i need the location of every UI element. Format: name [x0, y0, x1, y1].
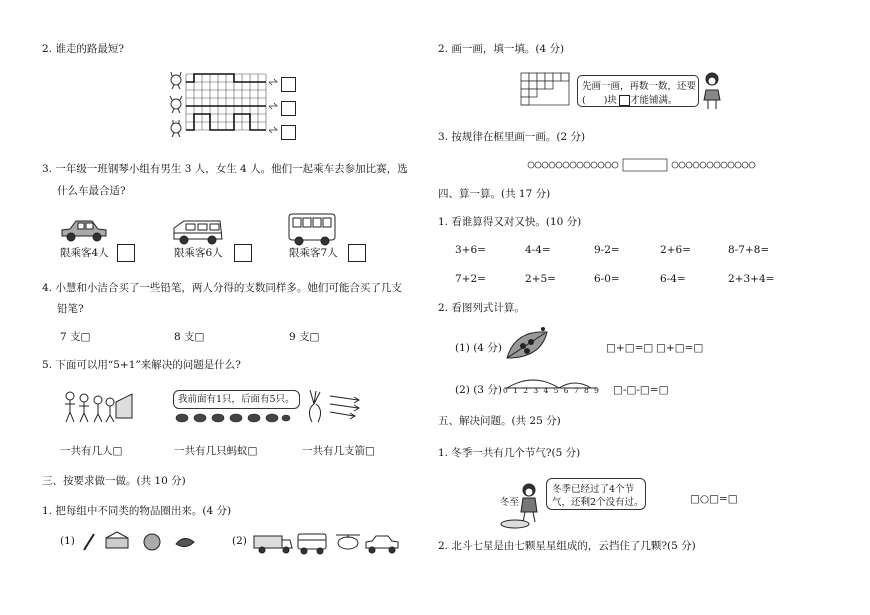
ants-row-illustration	[172, 410, 290, 430]
tick-6: 6	[563, 386, 569, 395]
tick-5: 5	[553, 386, 559, 395]
r-q2-title: 2. 画一画，填一填。(4 分)	[438, 43, 565, 55]
calc-r2-c5[interactable]: 2+3+4=	[728, 273, 775, 285]
answer-box-car-3[interactable]	[348, 244, 366, 262]
circle-pattern-illustration	[527, 157, 767, 176]
q4-option-2[interactable]: 8 支□	[174, 331, 205, 343]
pattern-answer-frame	[623, 159, 667, 171]
calc-r1-c3[interactable]: 9-2=	[594, 244, 620, 256]
answer-box-car-1[interactable]	[117, 244, 135, 262]
s5q1-formula[interactable]: □○□=□	[690, 493, 738, 505]
fill-label: 才能铺满。	[629, 95, 678, 106]
pointing-hand-icons	[269, 79, 277, 133]
car-label-1: 限乘客4人	[60, 247, 109, 259]
children-group-illustration	[62, 388, 134, 432]
s5q1-speech-bubble	[546, 478, 646, 510]
calc-r2-c2[interactable]: 2+5=	[525, 273, 556, 285]
q3-title-line2: 什么车最合适?	[57, 185, 126, 197]
answer-box-path-2[interactable]	[281, 101, 296, 116]
section4-title: 四、算一算。(共 17 分)	[438, 188, 551, 200]
r-q2-bubble-line1: 先画一画，再数一数，还要	[582, 81, 697, 92]
winter-solstice-tag: 冬至	[500, 497, 520, 508]
s5q1-title: 1. 冬季一共有几个节气?(5 分)	[438, 447, 581, 459]
section5-title: 五、解决问题。(共 25 分)	[438, 415, 561, 427]
calc-r1-c1[interactable]: 3+6=	[455, 244, 486, 256]
q4-title-line1: 4. 小慧和小洁合买了一些铅笔，两人分得的支数同样多。她们可能合买了几支	[42, 282, 402, 294]
p2-formula[interactable]: □-□-□=□	[613, 384, 669, 396]
number-line-illustration	[503, 374, 599, 398]
p1-formula-b[interactable]: □+□=□	[656, 342, 704, 354]
p1-formula-a[interactable]: □+□=□	[606, 342, 654, 354]
girl-illustration	[700, 72, 726, 114]
s4q1-title: 1. 看谁算得又对又快。(10 分)	[438, 216, 582, 228]
tick-2: 2	[523, 386, 529, 395]
paren-open: (	[582, 95, 586, 106]
q5-option-1[interactable]: 一共有几人□	[60, 445, 123, 457]
q4-option-1[interactable]: 7 支□	[60, 331, 91, 343]
q4-option-3[interactable]: 9 支□	[289, 331, 320, 343]
answer-box-path-3[interactable]	[281, 125, 296, 140]
group2-vehicles-illustration	[252, 530, 402, 558]
ant-speech-bubble: 我前面有1只，后面有5只。	[173, 390, 300, 409]
q5-option-2[interactable]: 一共有几只蚂蚁□	[174, 445, 258, 457]
s3q1-title: 1. 把每组中不同类的物品圈出来。(4 分)	[42, 505, 232, 517]
arrows-vase-illustration	[304, 388, 364, 428]
p2-label: (2) (3 分)	[455, 384, 502, 396]
car-label-3: 限乘客7人	[289, 247, 338, 259]
staircase-grid-illustration	[520, 72, 572, 112]
animal-icon-1	[171, 72, 181, 89]
s5q1-bubble-line1: 冬季已经过了4个节	[552, 484, 635, 495]
calc-r2-c3[interactable]: 6-0=	[594, 273, 620, 285]
answer-box-car-2[interactable]	[234, 244, 252, 262]
s5q1-bubble-line2: 气，还剩2个没有过。	[552, 497, 644, 508]
tick-9: 9	[594, 386, 599, 395]
animal-icon-3	[171, 120, 181, 137]
q5-title: 5. 下面可以用“5+1”来解决的问题是什么?	[42, 359, 241, 371]
tick-3: 3	[533, 386, 539, 395]
tick-7: 7	[573, 386, 579, 395]
calc-r1-c5[interactable]: 8-7+8=	[728, 244, 770, 256]
calc-r2-c4[interactable]: 6-4=	[660, 273, 686, 285]
group1-label: (1)	[60, 535, 75, 547]
tick-1: 1	[513, 386, 518, 395]
s4q2-title: 2. 看图列式计算。	[438, 302, 525, 314]
number-line-ticks	[503, 386, 599, 395]
car-label-2: 限乘客6人	[174, 247, 223, 259]
s5q2-title: 2. 北斗七星是由七颗星星组成的，云挡住了几颗?(5 分)	[438, 540, 696, 552]
group2-label: (2)	[232, 535, 247, 547]
section3-title: 三、按要求做一做。(共 10 分)	[42, 475, 186, 487]
q5-option-3[interactable]: 一共有几支箭□	[302, 445, 375, 457]
r-q2-speech-bubble	[577, 75, 699, 107]
calc-r1-c4[interactable]: 2+6=	[660, 244, 691, 256]
winter-child-illustration	[493, 480, 543, 534]
small-square-icon	[619, 95, 630, 106]
path-grid-illustration	[168, 68, 298, 144]
calc-r1-c2[interactable]: 4-4=	[525, 244, 551, 256]
q3-title-line1: 3. 一年级一班钢琴小组有男生 3 人，女生 4 人。他们一起乘车去参加比赛，选	[42, 163, 408, 175]
r-q2-bubble-line2	[582, 92, 677, 106]
q4-title-line2: 铅笔?	[57, 303, 84, 315]
q2-title: 2. 谁走的路最短?	[42, 43, 124, 55]
answer-box-path-1[interactable]	[281, 77, 296, 92]
calc-r2-c1[interactable]: 7+2=	[455, 273, 486, 285]
tick-8: 8	[584, 386, 589, 395]
p1-label: (1) (4 分)	[455, 342, 502, 354]
bus-illustration	[287, 212, 339, 250]
r-q3-title: 3. 按规律在框里画一画。(2 分)	[438, 131, 586, 143]
tick-4: 4	[543, 386, 549, 395]
car-small-illustration	[60, 218, 108, 248]
animal-icon-2	[170, 96, 182, 113]
blocks-label: )块	[603, 95, 617, 106]
leaf-ladybugs-illustration	[505, 328, 551, 368]
tick-0: 0	[503, 386, 508, 395]
group1-items-illustration	[80, 530, 200, 556]
